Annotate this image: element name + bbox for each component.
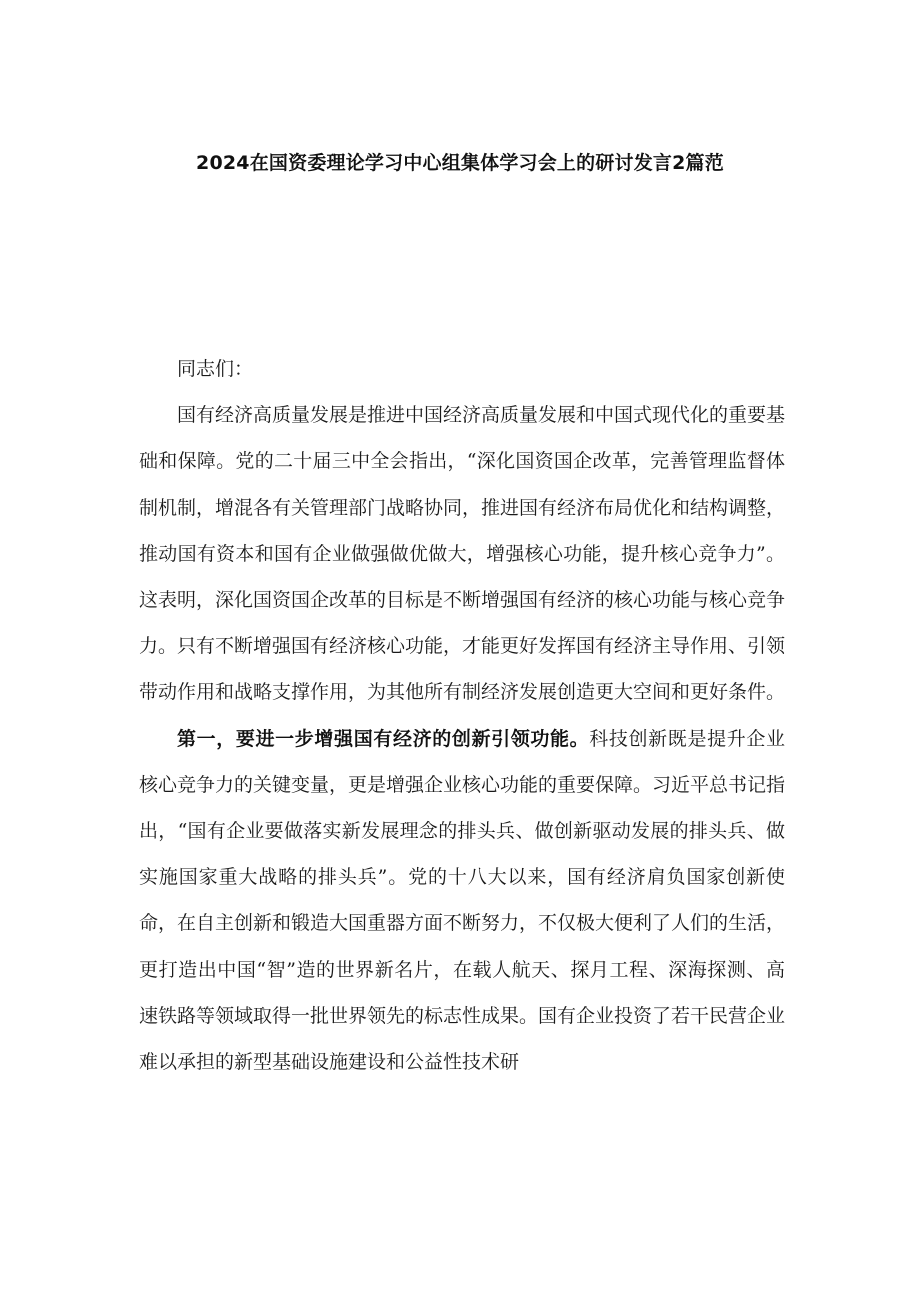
paragraph-intro-text: 国有经济高质量发展是推进中国经济高质量发展和中国式现代化的重要基础和保障。党的二十届三中全会指出，“深化国资国企改革，完善管理监督体制机制，增混各有关管理部门战略协同，推进国有经济布局优化和结构调整，推动国有资本和国有企业做强做优做大，增强核心功能，提升核心竞争力”。这表明，深化国资国企改革的目标是不断增强国有经济的核心功能与核心竞争力。只有不断增强国有经济核心功能，才能更好发挥国有经济主导作用、引领带动作用和战略支撑作用，为其他所有制经济发展创造更大空间和更好条件。 bbox=[139, 404, 786, 704]
document-title: 2024在国资委理论学习中心组集体学习会上的研讨发言2篇范 bbox=[196, 152, 724, 174]
paragraph-first-point bbox=[139, 716, 785, 1086]
paragraph-intro bbox=[139, 392, 785, 715]
paragraph-first-point-text: 科技创新既是提升企业核心竞争力的关键变量，更是增强企业核心功能的重要保障。习近平总书记指出，“国有企业要做落实新发展理念的排头兵、做创新驱动发展的排头兵、做实施国家重大战略的排头兵”。党的十八大以来，国有经济肩负国家创新使命，在自主创新和锻造大国重器方面不断努力，不仅极大便利了人们的生活，更打造出中国“智”造的世界新名片，在载人航天、探月工程、深海探测、高速铁路等领域取得一批世界领先的标志性成果。国有企业投资了若干民营企业难以承担的新型基础设施建设和公益性技术研 bbox=[139, 727, 786, 1074]
salutation: 同志们： bbox=[177, 358, 254, 380]
paragraph-first-point-lead: 第一，要进一步增强国有经济的创新引领功能。 bbox=[177, 727, 590, 750]
document-body bbox=[139, 346, 785, 1085]
